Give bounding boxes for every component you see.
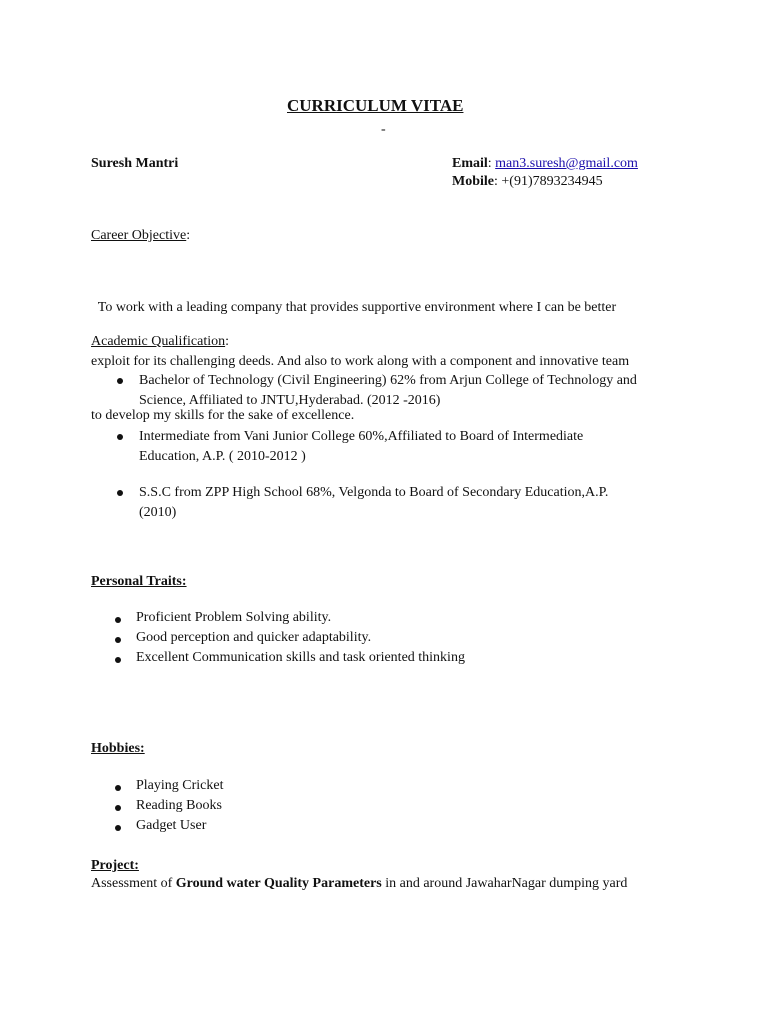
email-label: Email <box>452 156 488 171</box>
bullet-icon <box>117 490 123 496</box>
academic-item-line: Education, A.P. ( 2010-2012 ) <box>139 449 306 464</box>
bullet-icon <box>117 434 123 440</box>
academic-item-line: (2010) <box>139 505 177 520</box>
career-line: To work with a leading company that provides supportive environment where I can be better <box>91 300 617 315</box>
project-title: Ground water Quality Parameters <box>175 876 382 891</box>
mobile-value: : +(91)7893234945 <box>494 174 603 189</box>
page-title: CURRICULUM VITAE <box>287 96 464 115</box>
email-line <box>452 156 638 172</box>
mobile-label: Mobile <box>452 174 494 189</box>
hobby-item: Gadget User <box>136 818 207 833</box>
bullet-icon <box>115 805 121 811</box>
personal-traits-heading: Personal Traits: <box>91 574 187 589</box>
career-line: exploit for its challenging deeds. And also to work along with a component and innovative team <box>91 354 630 369</box>
academic-item-line: Intermediate from Vani Junior College 60%,Affiliated to Board of Intermediate <box>139 429 584 444</box>
bullet-icon <box>115 785 121 791</box>
project-description <box>91 876 627 892</box>
project-prefix: Assessment of <box>91 876 176 891</box>
title-dash: - <box>381 122 386 137</box>
academic-item <box>139 371 637 411</box>
hobbies-heading: Hobbies: <box>91 741 145 756</box>
trait-item: Good perception and quicker adaptability. <box>136 630 372 645</box>
email-colon: : <box>487 156 496 171</box>
email-link[interactable]: man3.suresh@gmail.com <box>495 156 638 171</box>
mobile-line <box>452 174 603 190</box>
academic-heading <box>91 334 229 350</box>
trait-item: Excellent Communication skills and task oriented thinking <box>136 650 465 665</box>
bullet-icon <box>115 637 121 643</box>
bullet-icon <box>115 657 121 663</box>
project-heading: Project: <box>91 858 139 873</box>
career-heading-text: Career Objective <box>91 228 187 243</box>
bullet-icon <box>115 825 121 831</box>
bullet-icon <box>115 617 121 623</box>
academic-item-line: Bachelor of Technology (Civil Engineering) 62% from Arjun College of Technology and <box>139 373 637 388</box>
academic-item-line: S.S.C from ZPP High School 68%, Velgonda to Board of Secondary Education,A.P. <box>139 485 609 500</box>
academic-heading-text: Academic Qualification <box>91 334 226 349</box>
hobby-item: Reading Books <box>136 798 222 813</box>
career-line: to develop my skills for the sake of excellence. <box>91 408 355 423</box>
project-suffix: in and around JawaharNagar dumping yard <box>381 876 628 891</box>
career-heading-colon: : <box>186 228 191 243</box>
academic-item <box>139 483 608 523</box>
academic-item <box>139 427 583 467</box>
trait-item: Proficient Problem Solving ability. <box>136 610 332 625</box>
career-objective-heading <box>91 228 190 244</box>
academic-item-line: Science, Affiliated to JNTU,Hyderabad. (2012 -2016) <box>139 393 441 408</box>
bullet-icon <box>117 378 123 384</box>
candidate-name: Suresh Mantri <box>91 156 179 171</box>
academic-heading-colon: : <box>225 334 229 349</box>
hobby-item: Playing Cricket <box>136 778 224 793</box>
